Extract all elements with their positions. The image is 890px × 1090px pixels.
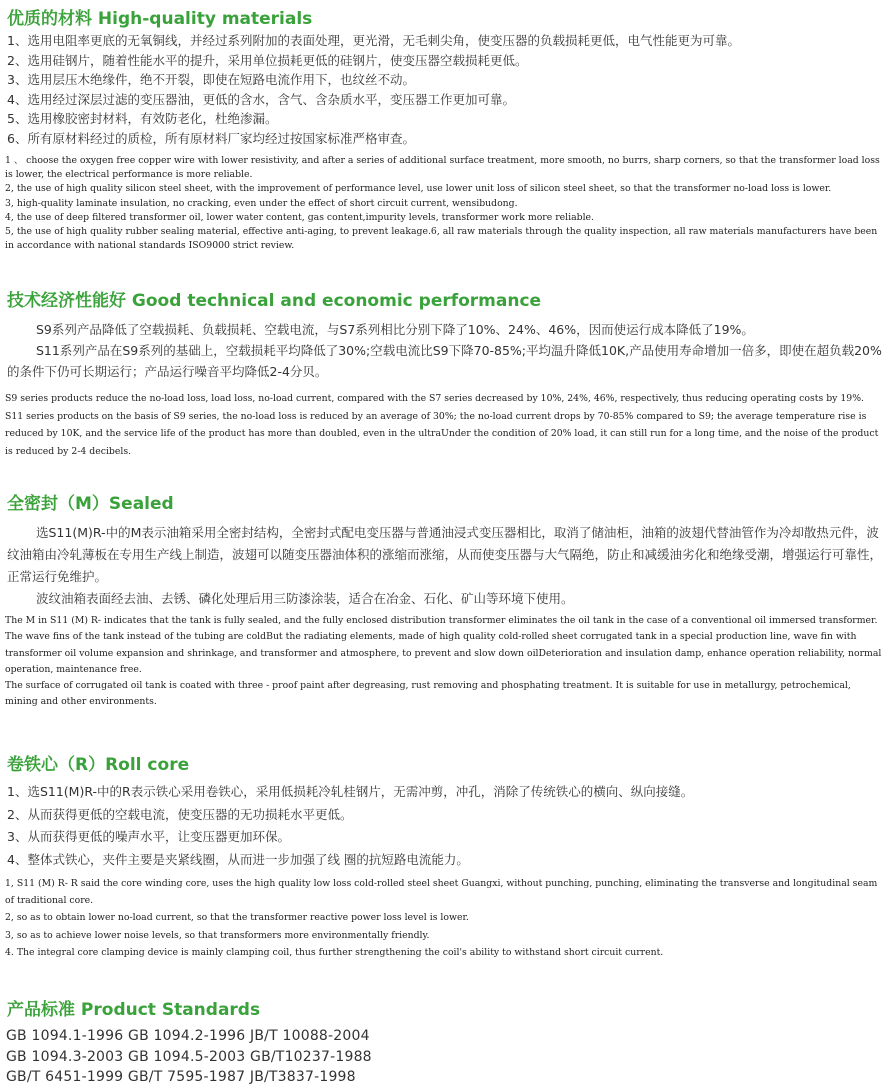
performance-en-block: [5, 390, 884, 460]
cn-paragraph: S11系列产品在S9系列的基础上，空载损耗平均降低了30%;空载电流比S9下降70-85%;平均温升降低10K,产品使用寿命增加一倍多，即使在超负载20%的条件下仍可长期运行；产品运行噪音平均降低2-4分贝。: [7, 343, 882, 379]
materials-heading: 优质的材料 High-quality materials: [7, 9, 313, 29]
en-paragraph: S11 series products on the basis of S9 series, the no-load loss is reduced by an average of 30%; the no-load current drops by 70-85% compared to S9; the average temperature rise is reduced by 10K, and the service life of the product has more than doubled, even in the ultraUnder the condition of 20% load, it can still run for a long time, and the noise of the product is reduced by 2-4 decibels.: [5, 410, 879, 457]
sealed-heading: 全密封（M）Sealed: [7, 494, 174, 514]
list-item: 4、整体式铁心，夹件主要是夹紧线圈，从而进一步加强了线 圈的抗短路电流能力。: [7, 851, 469, 867]
materials-section: [0, 4, 890, 253]
en-paragraph: 4. The integral core clamping device is mainly clamping coil, thus further strengthening the coil's ability to withstand short circuit current.: [5, 946, 664, 958]
list-item: GB 1094.3-2003 GB 1094.5-2003 GB/T10237-1988: [6, 1048, 372, 1065]
en-paragraph: 5, the use of high quality rubber sealing material, effective anti-aging, to prevent leakage.6, all raw materials through the quality inspection, all raw materials manufacturers have been in accordance with national standards ISO9000 strict review.: [5, 226, 878, 252]
en-paragraph: The surface of corrugated oil tank is coated with three - proof paint after degreasing, rust removing and phosphating treatment. It is suitable for use in metallurgy, petrochemical, mining and other environments.: [5, 680, 851, 708]
sealed-cn-paras: [7, 522, 882, 610]
cn-paragraph: S9系列产品降低了空载损耗、负载损耗、空载电流，与S7系列相比分别下降了10%、24%、46%，因而使运行成本降低了19%。: [36, 322, 754, 337]
list-item: 2、选用硅钢片，随着性能水平的提升，采用单位损耗更低的硅钢片，使变压器空载损耗更低。: [7, 52, 528, 68]
rollcore-heading: 卷铁心（R）Roll core: [7, 755, 190, 775]
list-item: 1、选用电阻率更底的无氧铜线，并经过系列附加的表面处理，更光滑，无毛刺尖角，使变压器的负载损耗更低，电气性能更为可靠。: [7, 33, 740, 48]
list-item: 6、所有原材料经过的质检，所有原材料厂家均经过按国家标准严格审查。: [7, 130, 415, 146]
cn-paragraph: 选S11(M)R-中的M表示油箱采用全密封结构，全密封式配电变压器与普通油浸式变压器相比，取消了储油柜，油箱的波翅代替油管作为冷却散热元件，波纹油箱由冷轧薄板在专用生产线上制造，波翅可以随变压器油体积的涨缩而涨缩，从而使变压器与大气隔绝，防止和减缓油劣化和绝缘受潮，增强运行可靠性，正常运行免维护。: [7, 525, 883, 584]
cn-paragraph: 波纹油箱表面经去油、去锈、磷化处理后用三防漆涂装，适合在冶金、石化、矿山等环境下使用。: [36, 591, 574, 606]
rollcore-cn-list: [7, 781, 890, 871]
materials-en-block: [5, 154, 884, 253]
list-item: GB/T 6451-1999 GB/T 7595-1987 JB/T3837-1998: [6, 1069, 356, 1085]
performance-cn-paras: [7, 319, 882, 382]
list-item: 1、选S11(M)R-中的R表示铁心采用卷铁心，采用低损耗冷轧桂钢片，无需冲剪，冲孔，消除了传统铁心的横向、纵向接缝。: [7, 784, 694, 799]
rollcore-en-block: [5, 875, 884, 961]
sealed-en-block: [5, 613, 884, 711]
en-paragraph: S9 series products reduce the no-load loss, load loss, no-load current, compared with the S7 series decreased by 10%, 24%, 46%, respectively, thus reducing operating costs by 19%.: [5, 393, 864, 404]
rollcore-section: [0, 750, 890, 961]
list-item: GB 1094.1-1996 GB 1094.2-1996 JB/T 10088-2004: [6, 1028, 370, 1044]
en-paragraph: 2, so as to obtain lower no-load current, so that the transformer reactive power loss level is lower.: [5, 912, 469, 924]
standards-section: [0, 995, 890, 1088]
materials-cn-list: [7, 31, 890, 148]
en-paragraph: 4, the use of deep filtered transformer oil, lower water content, gas content,impurity levels, transformer work more reliable.: [5, 211, 595, 223]
en-paragraph: 1 、 choose the oxygen free copper wire with lower resistivity, and after a series of additional surface treatment, more smooth, no burrs, sharp corners, so that the transformer load loss is lower, the electrical performance is more reliable.: [5, 155, 880, 181]
en-paragraph: 3, so as to achieve lower noise levels, so that transformers more environmentally friendly.: [5, 929, 430, 941]
performance-heading: 技术经济性能好 Good technical and economic performance: [7, 291, 542, 311]
en-paragraph: 2, the use of high quality silicon steel sheet, with the improvement of performance level, use lower unit loss of silicon steel sheet, so that the transformer no-load loss is lower.: [5, 183, 832, 195]
en-paragraph: The M in S11 (M) R- indicates that the tank is fully sealed, and the fully enclosed distribution transformer eliminates the oil tank in the case of a conventional oil immersed transformer. The wave fins of the tank instead of the tubing are coldBut the radiating elements, made of high quality cold-rolled sheet corrugated tank in a special production line, wave fin with transformer oil volume expansion and shrinkage, and transformer and atmosphere, to prevent and slow down oilDeterioration and insulation damp, enhance operation reliability, normal operation, maintenance free.: [5, 615, 882, 675]
list-item: 4、选用经过深层过滤的变压器油，更低的含水，含气、含杂质水平，变压器工作更加可靠。: [7, 91, 515, 107]
standards-list: [0, 1026, 890, 1088]
performance-section: [0, 286, 890, 460]
list-item: 2、从而获得更低的空载电流，使变压器的无功损耗水平更低。: [7, 806, 353, 822]
list-item: 3、从而获得更低的噪声水平，让变压器更加环保。: [7, 829, 290, 844]
sealed-section: [0, 489, 890, 711]
en-paragraph: 3, high-quality laminate insulation, no cracking, even under the effect of short circuit current, wensibudong.: [5, 197, 518, 209]
standards-heading: 产品标准 Product Standards: [7, 1000, 261, 1020]
en-paragraph: 1, S11 (M) R- R said the core winding core, uses the high quality low loss cold-rolled steel sheet Guangxi, without punching, punching, eliminating the transverse and longitudinal seam of traditional core.: [5, 878, 878, 907]
list-item: 5、选用橡胶密封材料，有效防老化，杜绝渗漏。: [7, 111, 278, 126]
list-item: 3、选用层压木绝缘件，绝不开裂，即使在短路电流作用下，也纹丝不动。: [7, 72, 415, 87]
